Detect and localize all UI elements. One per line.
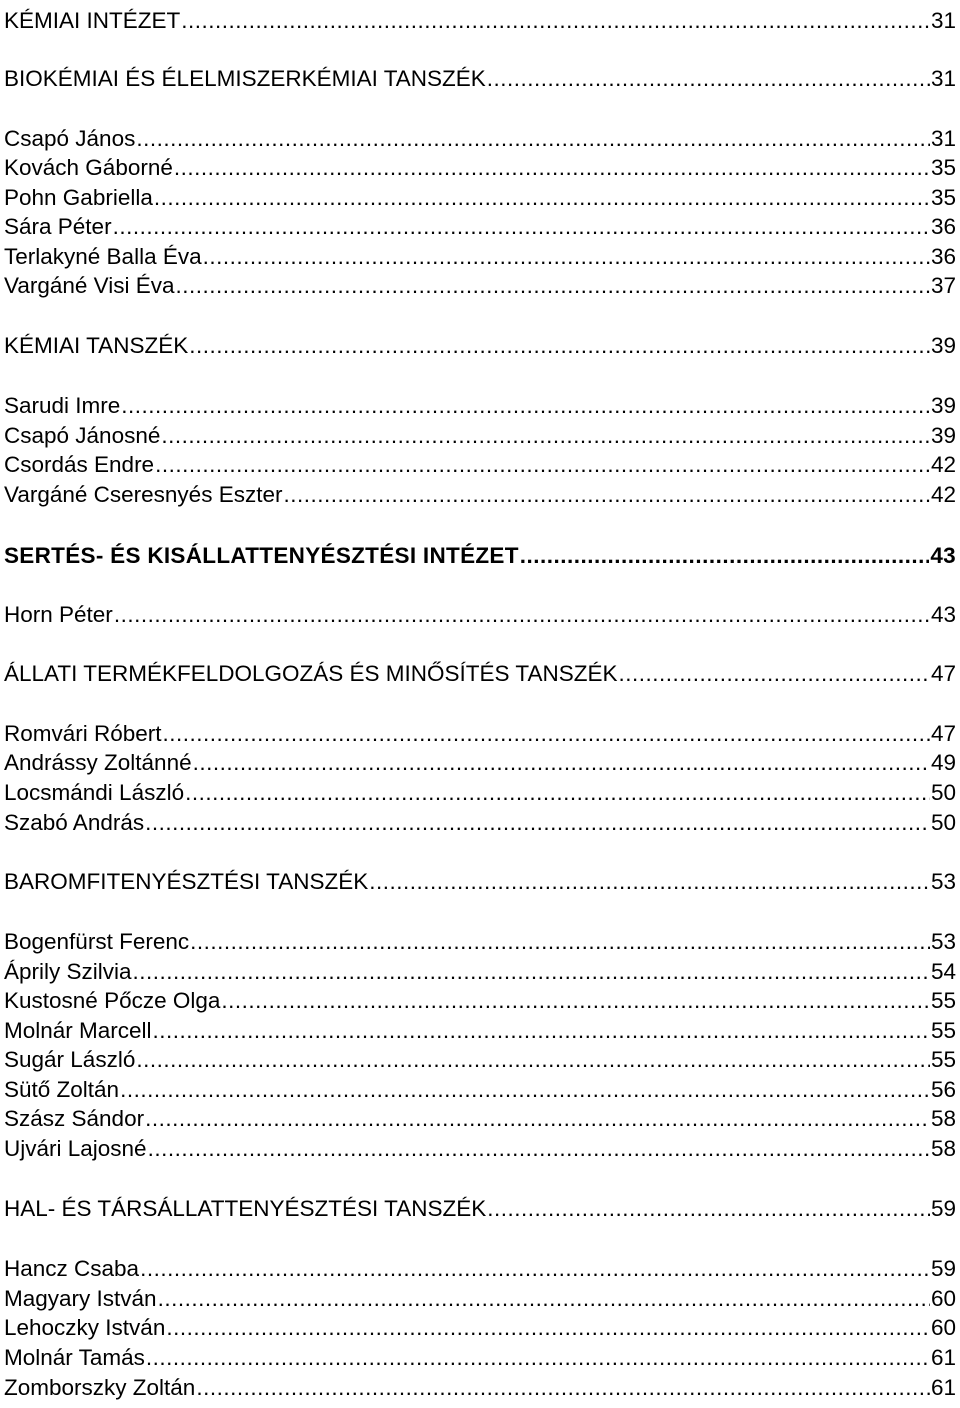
toc-entry-title: HAL- ÉS TÁRSÁLLATTENYÉSZTÉSI TANSZÉK (4, 1196, 487, 1221)
toc-entry-title: Áprily Szilvia (4, 959, 132, 984)
dot-leader (155, 450, 930, 480)
toc-entry-title: Lehoczky István (4, 1315, 166, 1340)
toc-entry-title: Terlakyné Balla Éva (4, 244, 202, 269)
toc-entry-title: SERTÉS- ÉS KISÁLLATTENYÉSZTÉSI INTÉZET (4, 543, 519, 568)
toc-entry[interactable] (4, 480, 956, 510)
toc-entry[interactable] (4, 421, 956, 451)
toc-page-number: 59 (930, 1196, 956, 1221)
dot-leader (185, 778, 930, 808)
toc-entry-title: Romvári Róbert (4, 721, 162, 746)
toc-page-number: 58 (930, 1136, 956, 1161)
toc-entry[interactable] (4, 957, 956, 987)
toc-entry-title: Locsmándi László (4, 780, 185, 805)
toc-entry[interactable] (4, 1254, 956, 1284)
dot-leader (166, 1313, 930, 1343)
toc-page-number: 53 (930, 929, 956, 954)
toc-entry[interactable] (4, 778, 956, 808)
toc-entry[interactable] (4, 600, 956, 630)
toc-page-number: 60 (930, 1315, 956, 1340)
toc-entry[interactable] (4, 1284, 956, 1314)
toc-page-number: 37 (930, 273, 956, 298)
dot-leader (203, 242, 930, 272)
toc-entry[interactable] (4, 1194, 956, 1224)
toc-page-number: 39 (930, 393, 956, 418)
toc-entry[interactable] (4, 719, 956, 749)
dot-leader (283, 480, 930, 510)
toc-page-number: 60 (930, 1286, 956, 1311)
dot-leader (148, 1134, 930, 1164)
toc-entry[interactable] (4, 986, 956, 1016)
toc-entry[interactable] (4, 6, 956, 36)
toc-entry[interactable] (4, 1045, 956, 1075)
toc-entry[interactable] (4, 153, 956, 183)
toc-page-number: 61 (930, 1375, 956, 1400)
toc-entry-title: Molnár Tamás (4, 1345, 145, 1370)
dot-leader (520, 541, 930, 571)
dot-leader (176, 271, 930, 301)
toc-entry[interactable] (4, 450, 956, 480)
dot-leader (161, 421, 930, 451)
dot-leader (163, 719, 930, 749)
toc-page-number: 43 (930, 602, 956, 627)
toc-entry-title: KÉMIAI TANSZÉK (4, 333, 189, 358)
dot-leader (114, 600, 930, 630)
dot-leader (487, 64, 930, 94)
toc-entry-title: Molnár Marcell (4, 1018, 152, 1043)
toc-entry-title: Sarudi Imre (4, 393, 121, 418)
dot-leader (181, 6, 930, 36)
toc-entry[interactable] (4, 391, 956, 421)
toc-entry-title: Zomborszky Zoltán (4, 1375, 196, 1400)
toc-page-number: 47 (930, 661, 956, 686)
dot-leader (145, 1104, 930, 1134)
toc-page-number: 31 (930, 126, 956, 151)
toc-entry-title: Hancz Csaba (4, 1256, 140, 1281)
toc-entry[interactable] (4, 541, 956, 571)
toc-entry[interactable] (4, 1343, 956, 1373)
toc-page-number: 36 (930, 214, 956, 239)
toc-entry-title: Andrássy Zoltánné (4, 750, 192, 775)
toc-entry[interactable] (4, 808, 956, 838)
dot-leader (618, 659, 929, 689)
toc-entry-title: Vargáné Visi Éva (4, 273, 175, 298)
toc-entry[interactable] (4, 1016, 956, 1046)
dot-leader (146, 1343, 930, 1373)
toc-entry[interactable] (4, 64, 956, 94)
toc-entry-title: Sugár László (4, 1047, 136, 1072)
toc-entry[interactable] (4, 212, 956, 242)
toc-page-number: 55 (930, 1018, 956, 1043)
toc-entry-title: Pohn Gabriella (4, 185, 153, 210)
dot-leader (136, 1045, 930, 1075)
toc-entry-title: KÉMIAI INTÉZET (4, 8, 181, 33)
dot-leader (121, 391, 930, 421)
dot-leader (140, 1254, 930, 1284)
toc-entry-title: BAROMFITENYÉSZTÉSI TANSZÉK (4, 869, 369, 894)
toc-entry-title: Csapó Jánosné (4, 423, 161, 448)
toc-entry[interactable] (4, 748, 956, 778)
dot-leader (133, 957, 930, 987)
toc-page-number: 50 (930, 810, 956, 835)
toc-page-number: 36 (930, 244, 956, 269)
toc-entry-title: Sütő Zoltán (4, 1077, 120, 1102)
toc-entry[interactable] (4, 659, 956, 689)
toc-entry-title: Sára Péter (4, 214, 112, 239)
dot-leader (189, 331, 930, 361)
toc-entry-title: Bogenfürst Ferenc (4, 929, 190, 954)
toc-page-number: 35 (930, 185, 956, 210)
toc-entry[interactable] (4, 183, 956, 213)
toc-entry[interactable] (4, 1373, 956, 1403)
toc-entry[interactable] (4, 1104, 956, 1134)
toc-page-number: 56 (930, 1077, 956, 1102)
toc-entry-title: Magyary István (4, 1286, 157, 1311)
toc-entry[interactable] (4, 1075, 956, 1105)
toc-entry-title: Csordás Endre (4, 452, 155, 477)
toc-entry[interactable] (4, 1134, 956, 1164)
dot-leader (487, 1194, 930, 1224)
dot-leader (120, 1075, 930, 1105)
dot-leader (193, 748, 930, 778)
toc-entry-title: Csapó János (4, 126, 136, 151)
dot-leader (174, 153, 930, 183)
toc-page-number: 49 (930, 750, 956, 775)
toc-entry-title: Vargáné Cseresnyés Eszter (4, 482, 283, 507)
toc-page-number: 50 (930, 780, 956, 805)
toc-entry-title: Ujvári Lajosné (4, 1136, 147, 1161)
dot-leader (221, 986, 930, 1016)
toc-entry-title: ÁLLATI TERMÉKFELDOLGOZÁS ÉS MINŐSÍTÉS TANSZÉK (4, 661, 618, 686)
toc-entry[interactable] (4, 242, 956, 272)
dot-leader (369, 867, 930, 897)
toc-entry[interactable] (4, 867, 956, 897)
dot-leader (113, 212, 930, 242)
toc-page-number: 53 (930, 869, 956, 894)
toc-entry[interactable] (4, 331, 956, 361)
dot-leader (196, 1373, 930, 1403)
dot-leader (153, 1016, 930, 1046)
toc-entry-title: BIOKÉMIAI ÉS ÉLELMISZERKÉMIAI TANSZÉK (4, 66, 486, 91)
toc-page-number: 47 (930, 721, 956, 746)
toc-page-number: 59 (930, 1256, 956, 1281)
toc-entry[interactable] (4, 124, 956, 154)
toc-page-number: 42 (930, 482, 956, 507)
dot-leader (145, 808, 930, 838)
toc-entry[interactable] (4, 1313, 956, 1343)
toc-entry-title: Kustosné Pőcze Olga (4, 988, 221, 1013)
toc-page-number: 35 (930, 155, 956, 180)
toc-page-number: 31 (930, 66, 956, 91)
dot-leader (154, 183, 930, 213)
toc-page-number: 31 (930, 8, 956, 33)
toc-page-number: 61 (930, 1345, 956, 1370)
toc-page-number: 39 (930, 333, 956, 358)
toc-entry-title: Horn Péter (4, 602, 113, 627)
toc-entry-title: Szabó András (4, 810, 145, 835)
toc-entry-title: Szász Sándor (4, 1106, 145, 1131)
dot-leader (158, 1284, 930, 1314)
toc-page-number: 58 (930, 1106, 956, 1131)
toc-entry[interactable] (4, 271, 956, 301)
dot-leader (136, 124, 930, 154)
toc-page-number: 42 (930, 452, 956, 477)
toc-entry-title: Kovách Gáborné (4, 155, 173, 180)
toc-page-number: 43 (930, 543, 956, 568)
toc-page-number: 39 (930, 423, 956, 448)
toc-page-number: 55 (930, 1047, 956, 1072)
toc-page-number: 54 (930, 959, 956, 984)
toc-page-number: 55 (930, 988, 956, 1013)
toc-entry[interactable] (4, 927, 956, 957)
dot-leader (190, 927, 930, 957)
